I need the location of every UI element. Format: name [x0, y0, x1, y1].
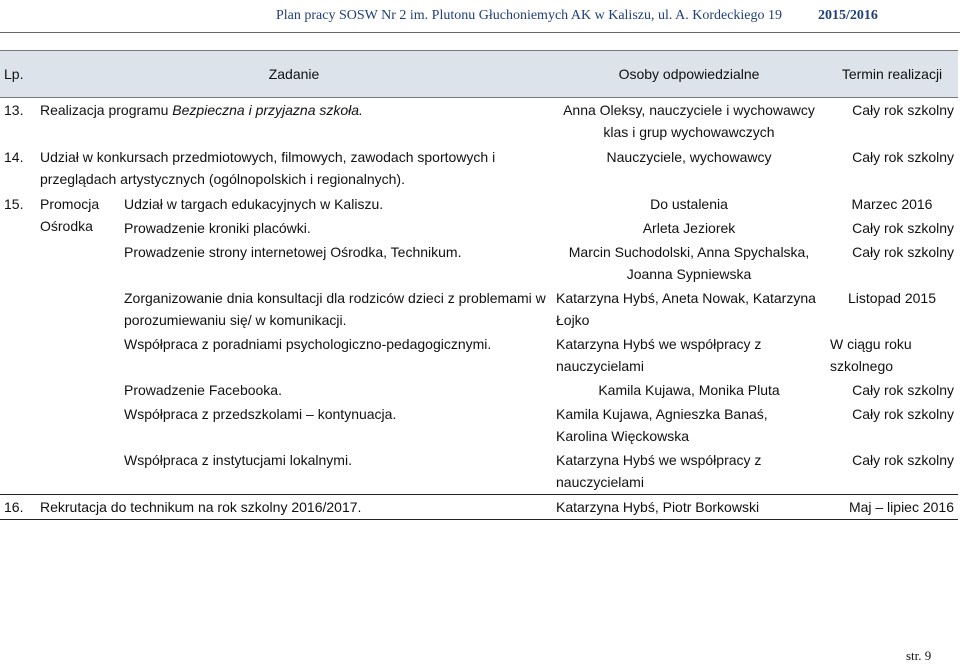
table-row — [0, 145, 958, 192]
term-cell: Cały rok szkolny — [852, 406, 954, 422]
term-cell: Maj – lipiec 2016 — [826, 495, 958, 520]
persons-cell: Marcin Suchodolski, Anna Spychalska, Joanna Sypniewska — [568, 244, 810, 282]
table-row — [0, 98, 958, 145]
term-cell: Cały rok szkolny — [852, 452, 954, 468]
page-number: str. 9 — [906, 648, 932, 663]
persons-cell: Do ustalenia — [650, 196, 728, 212]
task-cell — [36, 98, 552, 145]
program-name: Bezpieczna i przyjazna szkoła. — [172, 102, 363, 118]
term-cell: W ciągu roku szkolnego — [830, 336, 912, 374]
plan-table — [0, 50, 958, 520]
task-cell: Udział w targach edukacyjnych w Kaliszu. — [124, 196, 384, 212]
task-cell: Współpraca z instytucjami lokalnymi. — [124, 452, 352, 468]
task-text: Realizacja programu — [40, 102, 173, 118]
document-title: Plan pracy SOSW Nr 2 im. Plutonu Głuchoniemych AK w Kaliszu, ul. A. Kordeckiego 19 — [276, 8, 783, 23]
persons-cell: Katarzyna Hybś, Piotr Borkowski — [552, 495, 826, 520]
table-row — [0, 240, 958, 286]
table-row — [0, 216, 958, 240]
task-cell: Prowadzenie Facebooka. — [124, 382, 282, 398]
task-cell: Współpraca z przedszkolami – kontynuacja. — [124, 406, 397, 422]
task-cell: Prowadzenie strony internetowej Ośrodka, Technikum. — [124, 244, 462, 260]
persons-cell: Kamila Kujawa, Monika Pluta — [598, 382, 780, 398]
persons-cell: Katarzyna Hybś, Aneta Nowak, Katarzyna Łojko — [556, 290, 816, 328]
persons-cell: Katarzyna Hybś we współpracy z nauczycielami — [556, 336, 762, 374]
row-number: 13. — [0, 98, 36, 145]
term-cell: Marzec 2016 — [851, 196, 933, 212]
persons-cell: Nauczyciele, wychowawcy — [552, 145, 826, 192]
table-row — [0, 378, 958, 402]
persons-cell: Katarzyna Hybś we współpracy z nauczycielami — [556, 452, 762, 490]
column-header-term: Termin realizacji — [826, 51, 958, 98]
row-number: 15. — [4, 196, 24, 212]
task-cell: Rekrutacja do technikum na rok szkolny 2016/2017. — [36, 495, 552, 520]
term-cell: Listopad 2015 — [848, 290, 936, 306]
task-cell: Współpraca z poradniami psychologiczno-pedagogicznymi. — [124, 336, 492, 352]
persons-cell: Kamila Kujawa, Agnieszka Banaś, Karolina Więckowska — [556, 406, 768, 444]
term-cell: Cały rok szkolny — [852, 244, 954, 260]
task-cell: Zorganizowanie dnia konsultacji dla rodziców dzieci z problemami w porozumiewaniu się/ w komunikacji. — [124, 290, 546, 328]
table-row — [0, 495, 958, 520]
term-cell: Cały rok szkolny — [852, 220, 954, 236]
column-header-lp: Lp. — [0, 51, 36, 98]
persons-cell: Arleta Jeziorek — [642, 220, 736, 236]
table-row — [0, 286, 958, 332]
term-cell: Cały rok szkolny — [826, 98, 958, 145]
term-cell: Cały rok szkolny — [826, 145, 958, 192]
term-cell: Cały rok szkolny — [852, 382, 954, 398]
row-number: 16. — [0, 495, 36, 520]
table-row — [0, 192, 958, 217]
column-header-persons: Osoby odpowiedzialne — [552, 51, 826, 98]
category-cell: Promocja Ośrodka — [40, 196, 100, 234]
column-header-task: Zadanie — [36, 51, 552, 98]
table-header-row — [0, 51, 958, 98]
row-number: 14. — [0, 145, 36, 192]
school-year: 2015/2016 — [818, 8, 878, 23]
table-row — [0, 448, 958, 495]
table-row — [0, 402, 958, 448]
header-rule — [0, 32, 960, 33]
task-cell: Prowadzenie kroniki placówki. — [124, 220, 311, 236]
persons-cell: Anna Oleksy, nauczyciele i wychowawcy klas i grup wychowawczych — [552, 98, 826, 145]
table-row — [0, 332, 958, 378]
task-cell: Udział w konkursach przedmiotowych, filmowych, zawodach sportowych i przeglądach artystycznych (ogólnopolskich i regionalnych). — [36, 145, 552, 192]
page-header — [0, 8, 960, 30]
